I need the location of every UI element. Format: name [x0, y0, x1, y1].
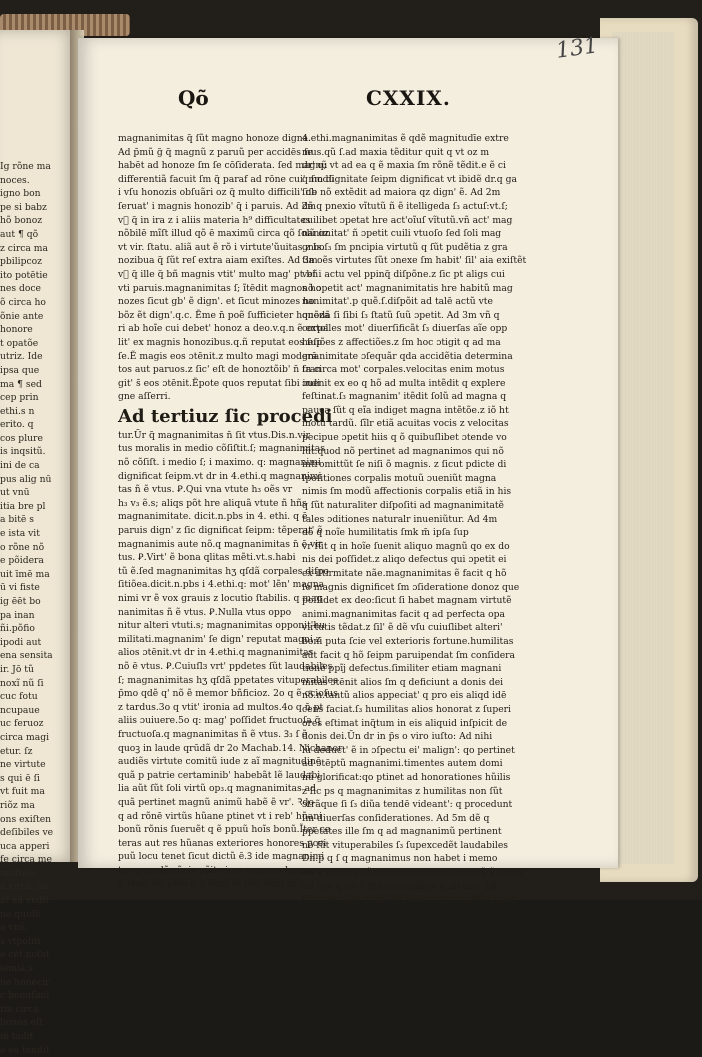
left-page-line: ig ēēt bo: [0, 596, 41, 607]
text-line: habēt ad honoze ſm ſe cōſiderata. ſed magnũ: [118, 160, 328, 172]
text-line: nitur alteri vtuti.s; magnanimitas opponit'hu: [118, 620, 326, 632]
left-page-line: nes doce: [0, 283, 41, 295]
left-page-line: ena sensita: [0, 650, 53, 662]
text-line: boni puta ſcie vel exterioris fortune.humilitas: [302, 635, 514, 647]
text-line: Dn.p̄ q ſ q magnanimus non habet i memo: [302, 853, 498, 865]
text-line: vr ſũt q in hoĩe ſuenit aliquo magnũ qo ex do: [302, 540, 510, 552]
left-page-line: o rõne nõ: [0, 541, 45, 553]
text-line: 4.ethi.magnanimitas ẽ qdẽ magnitudīe extre: [302, 133, 509, 144]
text-line: ɔuenit ex eo q hõ ad multa intẽdit q explere: [302, 377, 506, 389]
article-heading: Ad tertiuz ſic procedi: [118, 405, 333, 427]
left-page-line: õ circa ho: [0, 296, 46, 308]
text-line: nozibua q̃ ſũt reſ extra aiam exiſtes. Ad 3m: [118, 255, 318, 267]
text-line: aliis ɔuiuere.5o q: mag' poſſidet fructuoſa q̃: [118, 715, 321, 727]
left-page-line: itia bre pl: [0, 500, 46, 512]
left-page-line: ma ¶ sed: [0, 378, 42, 390]
text-line: nanimitas ñ ẽ vtus. Ꝑ.Nulla vtus oppo: [118, 606, 292, 618]
left-page-line: ut vnū: [0, 487, 30, 499]
left-page-line: ito potētie: [0, 269, 48, 281]
left-page-line: e ista vit: [0, 528, 40, 540]
text-line: mitas ɔtēnit alios ſm q deficiunt a donis dei: [302, 676, 504, 688]
text-line: nõ ſũt vituperabiles ſ₃ ſupexcedẽt laudabiles: [302, 839, 508, 851]
left-page-line: igno bon: [0, 188, 41, 200]
left-page-line: aut ¶ qõ: [0, 228, 39, 240]
text-line: ria a quibus bñficia recepit:intelligendũ ẽ q̃tum: [302, 867, 523, 879]
text-line: militati.magnanim' ſe dign' reputat magni z: [118, 633, 321, 645]
text-line: ri ab hoĩe cui debet' honoz a deo.v.q.n ẽ extol: [118, 323, 329, 335]
text-line: cens faciat.ſ₃ humilitas alios honorat z ſuperi: [302, 703, 511, 715]
text-line: lit' ex magnis honozibus.q.ñ reputat eos ſup: [118, 336, 323, 348]
text-line: tas q modũ rõnis põit circa magnos honores: [118, 864, 323, 876]
text-line: feſtinat.ſ₃ magnanim' itẽdit ſolũ ad magna q: [302, 391, 507, 403]
text-line: tur.Ũr q̃ magnanimitas n̄ ſit vtus.Dis.n.vir: [118, 429, 311, 441]
text-line: ſm diuerſas conſiderationes. Ad 5m dẽ q: [302, 812, 490, 824]
left-page-line: ne virtute: [0, 759, 46, 771]
text-line: Ad p̄mũ g̃ q̃ magnũ z paruũ per accidēs ſe: [118, 146, 313, 158]
left-page-line: e ea tendit: [0, 1044, 50, 1056]
left-page-line: fe circa me: [0, 854, 52, 866]
left-page-line: circa magi: [0, 731, 50, 743]
left-page-line: tm circa: [0, 1003, 39, 1015]
text-line: lũ deduct' ẽ in ɔſpectu ei' malign': qo pertinet: [302, 744, 515, 756]
text-line: ficia recipiat quin ſibi maiora recoɔpẽſet.quod: [302, 894, 517, 906]
text-line: bonũ rõnis ſueruẽt q ẽ ppuũ hoĩs bonũ.Ĩter ce: [118, 824, 331, 836]
left-page-line: iemiā.s: [0, 963, 34, 975]
text-line: differentiã facuit ſm q̃ paraf ad rōne cui' modū: [118, 173, 335, 185]
left-page-line: at eã vedit: [0, 895, 50, 907]
text-line: audiẽs virtute comitũ iude z aĩ magnitudinē: [118, 756, 322, 768]
left-page-line: ethi.s n: [0, 405, 35, 417]
left-page-line: pa inan: [0, 609, 35, 621]
text-line: ſe magnis dignificet ſm ɔſideratione donoz que: [302, 581, 520, 593]
text-line: ores eſtimat inq̃tum in eis aliquid inſpicit de: [302, 717, 508, 729]
text-line: vᷣ q̃ in ira z i aliis materia h⁹ difficultates: [118, 214, 311, 226]
text-line: ſe.Ẽ magis eos ɔtēnit.z multo magi moderā: [118, 350, 318, 362]
left-page-line: ñi.põfio: [0, 623, 35, 635]
left-page-line: ipsa que: [0, 364, 40, 376]
text-line: mus.qũ ſ.ad maxia tẽditur quit q vt oz m: [302, 146, 490, 158]
left-page-line: tauſteſe: [0, 867, 37, 879]
text-line: magnanimis aute nõ.q magnanimitas n̄ ē vir: [118, 538, 323, 550]
text-line: p̄mo qdẽ q' nõ ẽ memor bñficioz. 2o q ẽ ocioſus: [118, 688, 338, 700]
text-line: nõ ē vtus. Ꝑ.Cuiuſlɜ vrt' ppdetes ſũt laudabiles: [118, 660, 333, 672]
left-page-line: a virtu. Ila: [0, 881, 49, 893]
text-line: tia oẽs virtutes ſũt ɔnexe ſm habit' ſil' aia exiſtẽt: [302, 255, 527, 267]
text-line: aũt facit q hõ ſeipm paruipendat ſm conſidera: [302, 649, 516, 661]
left-page-line: a bitē s: [0, 514, 34, 526]
text-line: teras aut res hũanas exteriores honores pcei: [118, 837, 327, 849]
text-line: tos aut paruos.z ſic' eſt de honoztõib' n̄ fran: [118, 364, 322, 376]
text-line: corpales mot' diuerſificãt ſ₃ diuerſas aĩe opp: [302, 323, 508, 335]
text-line: dẽ q pnexio vĩtutũ ñ ẽ itelligeda ſ₃ actuſ:vt.ſ;: [302, 200, 508, 212]
left-page-line: honore: [0, 324, 33, 336]
text-line: tũ ẽ.ſed magnanimitas hʒ qſdã corpales diſpo: [118, 565, 329, 577]
left-page-line: ncupaue: [0, 704, 40, 716]
page-edges: [612, 32, 674, 864]
left-page-line: a vnũ.: [0, 922, 29, 934]
left-page-line: e põidera: [0, 555, 44, 567]
text-line: q ad rõnē virtũs hũane ptinet vt i reb' hũani: [118, 810, 323, 822]
text-line: nõbilē mĩſt illud qõ ē maximũ circa qõ ſolũ oz: [118, 228, 329, 240]
text-line: vti paruis.magnanimitas ſ; ĩtēdit magnos ho: [118, 282, 322, 294]
text-line: ppetates ille ſm q ad magnanimũ pertinent: [302, 826, 502, 838]
left-page: [0, 30, 78, 1056]
left-page-line: bonos eſt: [0, 1017, 44, 1029]
text-line: nanimitat' ñ ɔpetit cuili vtuoſo ſed ſoli mag: [302, 228, 502, 240]
text-line: puũ locu tenet ſicut dictũ ē.Ꝫ ide magnanimi: [118, 851, 325, 863]
text-line: nimi vr ẽ vox grauis z locutio ſtabilis. q mag: [118, 593, 323, 604]
text-line: vel i actu vel ppinq̃ diſpõne.z ſic pt aligs cui: [302, 268, 505, 280]
text-line: nis dei poſſidet.z aliqo defectus qui ɔpetit ei: [302, 554, 507, 566]
text-line: ẽ vtus. Ad p̄mũ g q ſicut ẽt pbs dicit in: [118, 878, 297, 890]
left-page-line: etur. ſz: [0, 745, 33, 757]
text-line: gne aſſerri.: [118, 391, 171, 403]
text-line: nanimitat'.p quẽ.ſ.diſpõit ad talē actũ vte: [302, 296, 493, 308]
text-line: magnanimitate. dicit.n.pbs in 4. ethi. q ē: [118, 511, 308, 523]
left-page-line: ini de ca: [0, 460, 40, 472]
text-line: magnanimitas q̃ ſũt magno honoze digna.: [118, 133, 312, 144]
text-line: gnanimitate ɔſequãr qda accidẽtia determina: [302, 350, 513, 362]
text-line: virtutis tẽdat.z ſil' ẽ dẽ vſu cuiuſlibet alteri': [302, 622, 503, 634]
text-line: ɔtrãque ſi ſ₃ diũa tendē videant': q procedunt: [302, 799, 513, 811]
text-line: ex iſtirmitate nãe.magnanimitas ẽ facit q hõ: [302, 568, 507, 579]
text-line: cuilibet ɔpetat hre act'oĩuſ vĩtutũ.vñ act' mag: [302, 214, 513, 226]
left-page-line: riõz ma: [0, 799, 35, 811]
text-line: gnis.ſ₃ ſm pncipia virtutũ q ſũt pudẽtia z gra: [302, 241, 508, 253]
text-line: alios ɔtēnit.vt dr in 4.ethi.q magnanimitas: [118, 647, 314, 659]
text-line: ſitiõea.dicit.n.pbs i 4.ethi.q: mot' lẽn' magna: [118, 579, 325, 591]
text-line: quẽdã ſi ſibi ſ₃ ſtatũ ſuũ ɔpetit. Ad 3m vñ q: [302, 309, 500, 321]
text-line: i vſu honozis obſuãri oz q̃ multo difficili' ob: [118, 187, 317, 199]
text-line: ta circa mot' corpales.velocitas enim motus: [302, 364, 505, 376]
text-line: dr' q; vt ad ea q ẽ maxia ſm rõnẽ tẽdit.e ẽ ci: [302, 160, 506, 172]
left-page-line: uit īmē ma: [0, 568, 50, 580]
text-line: fructuoſa.q magnanimitas ñ ẽ vtus. Ꝫ₃ ſ ẽ: [118, 728, 308, 740]
left-page-line: ir. Jō tũ: [0, 663, 34, 675]
text-line: z tardus.3o q vtit' ironia ad multos.4o q n̄ pt: [118, 701, 324, 713]
left-page-line: pus alig nū: [0, 473, 52, 485]
text-line: dõ q noĩe humilitatis ſmk m̃ ipſa ſup: [302, 527, 469, 539]
left-page-line: ons exiſten: [0, 813, 52, 825]
text-line: nõ.n.tantũ alios appeciat' q pro eis aliqd idē: [302, 690, 507, 702]
left-page-line: uc feruoz: [0, 718, 44, 730]
left-page-line: m tadit: [0, 1031, 34, 1042]
text-line: nimis ſm modũ affectionis corpalis etiã in his: [302, 486, 512, 498]
text-line: h₃ v₃ ẽ.s; aliqs põt hre aliquã vtute ñ hñs: [118, 497, 307, 509]
text-line: dignificat ſeipm.vt dr in 4.ethi.q magnanimi: [118, 470, 322, 482]
text-line: ſiſe nõ extẽdit ad maiora qz dign' ẽ. Ad 2m: [302, 187, 501, 199]
folio-number: 131: [554, 33, 600, 64]
left-page-line: noces.: [0, 174, 30, 186]
left-page-line: utriz. Ide: [0, 351, 43, 363]
text-line: pauca ſũt q eĩa indiget magna intẽtõe.z iõ ht: [302, 404, 509, 416]
text-line: paruis dign' z ſic dignificat ſeipm: tẽperat' ẽ: [118, 525, 323, 537]
left-page-line: hõ bonoz: [0, 215, 43, 227]
text-column-right: [302, 132, 527, 907]
left-page-line: s qui ē ſi: [0, 772, 40, 784]
left-page-line: ne quidē: [0, 908, 41, 920]
text-line: nozes ſicut gb' ẽ dign'. et ſicut minozes ho: [118, 296, 315, 308]
left-page-line: noxĩ nũ ſi: [0, 677, 44, 689]
left-page-line: cos plure: [0, 432, 43, 444]
left-page-line: is inqsitũ.: [0, 446, 46, 458]
left-page-line: pe si babz: [0, 201, 47, 213]
text-line: lia aũt ſũt ſoli virtũ op₃.q magnanimitas ad: [118, 783, 316, 795]
text-line: lũt.quod nõ pertinet ad magnanimos qui nõ: [302, 445, 504, 457]
text-line: ſpoſitiones corpalis motuũ ɔueniũt magna: [302, 472, 497, 484]
text-line: pecipue ɔpetit hiis q õ quibuſlibet ɔtende vo: [302, 432, 507, 444]
text-line: tales ɔditiones naturalr inueniũtur. Ad 4m: [302, 513, 498, 525]
text-line: nũ glorificat:qo ptinet ad honorationes hũilis: [302, 771, 511, 783]
left-page-line: õnie ante: [0, 310, 44, 322]
running-head-left: Qõ: [178, 86, 209, 110]
text-line: q ſũt naturaliter diſpoſiti ad magnanimitatẽ: [302, 500, 504, 512]
left-page-line: ū vi fiste: [0, 582, 40, 594]
left-page-line: ne honecir.: [0, 976, 52, 988]
text-line: git' s̄ eos ɔtēnit.Ẽpote quos reputat ſibi indi: [118, 377, 321, 389]
text-line: bõz ẽt dign'.q.c. Ẽme n̄ poẽ ſufficieter honoza: [118, 309, 330, 321]
left-page-text: [0, 160, 54, 1057]
text-line: vᷣ q̃ ille q̃ bñ magnis vtit' multo mag' pt bñ: [118, 268, 319, 280]
left-page-line: s vtpoliti: [0, 935, 41, 947]
text-line: intromittũt ſe niſi õ magnis. z ſicut pdicte di: [302, 459, 507, 471]
text-line: animi.magnanimitas facit q ad perfecta opa: [302, 608, 506, 620]
left-page-line: deſibiles ve: [0, 827, 54, 839]
text-line: nõ ɔpetit act' magnanimitatis hre habitũ mag: [302, 282, 513, 294]
text-line: tus. Ꝑ.Virt' ẽ bona qlitas mẽti.vt.s.habi: [118, 552, 296, 564]
text-line: heſiões z affectiões.z ſm hoc ɔtigit q ad ma: [302, 336, 501, 348]
text-line: tus moralis in medio cõſiſtit.ſ; magnanimitas: [118, 443, 325, 455]
text-line: poſſidet ex deo:ſicut ſi habet magnam virtutẽ: [302, 595, 512, 607]
text-line: ad hoc q nõ ẽ ſibi delectabile q ab aliq' bñ: [302, 880, 498, 892]
text-line: tas ñ ẽ vtus. Ꝑ.Qui vna vtute h₃ oẽs vr: [118, 484, 293, 496]
left-page-line: z circa ma: [0, 242, 48, 254]
text-line: z ſic ps q magnanimitas z humilitas non ſũt: [302, 785, 503, 797]
text-line: nõ cõſiſt. i medio ſ; i maximo. q: magnanimi: [118, 457, 321, 469]
text-line: tionẽ ppĩj defectus.ſimiliter etiam magnani: [302, 663, 502, 675]
left-page-line: uca apperi: [0, 840, 50, 852]
text-line: quoꝫ in laude qrūdã dr 2o Machab.14. Nichanor: [118, 742, 343, 754]
text-line: vt vir. ſtatu. aliã aut ẽ rõ i virtute'ũuitas z bo: [118, 241, 325, 253]
left-page-line: t opatõe: [0, 337, 39, 349]
text-column-left: [118, 132, 343, 891]
running-head-right: CXXIX.: [366, 86, 451, 110]
text-line: quã pertinet magnũ animũ habẽ ẽ vr'. Ꝛ̃ɖo: [118, 796, 315, 808]
text-line: ſeruat' i magnis honozib' q̃ i paruis. Ad 2m: [118, 200, 317, 212]
left-page-line: cep prin: [0, 392, 39, 404]
text-line: quã p patrie certaminib' habebãt lẽ laudabi: [118, 769, 321, 781]
left-page-line: e cēt.noſat: [0, 949, 50, 961]
left-page-line: ipodi aut: [0, 636, 42, 648]
text-line: donis dei.Ũn dr in p̃s o viro iuſto: Ad nihi: [302, 731, 493, 743]
left-page-line: vt fuit ma: [0, 786, 45, 798]
left-page-line: cuc fotu: [0, 691, 38, 703]
left-page-line: Ig rõne ma: [0, 161, 51, 172]
text-line: ad ɔtēptũ magnanimi.timentes autem domi: [302, 758, 503, 770]
left-page-line: c bonuſimi: [0, 990, 50, 1002]
left-page-line: pbilipcoz: [0, 256, 42, 268]
text-line: ſ; magnanimitas hʒ qſdã ppetates vituperabiles: [118, 674, 338, 686]
text-line: motũ tardũ. ſĩlr etiã acuitas vocis z velocitas: [302, 418, 509, 430]
left-page-line: erito. q: [0, 419, 34, 431]
text-line: q ſm dignitate ſeipm dignificat vt ibidẽ dr.q ga: [302, 173, 517, 185]
